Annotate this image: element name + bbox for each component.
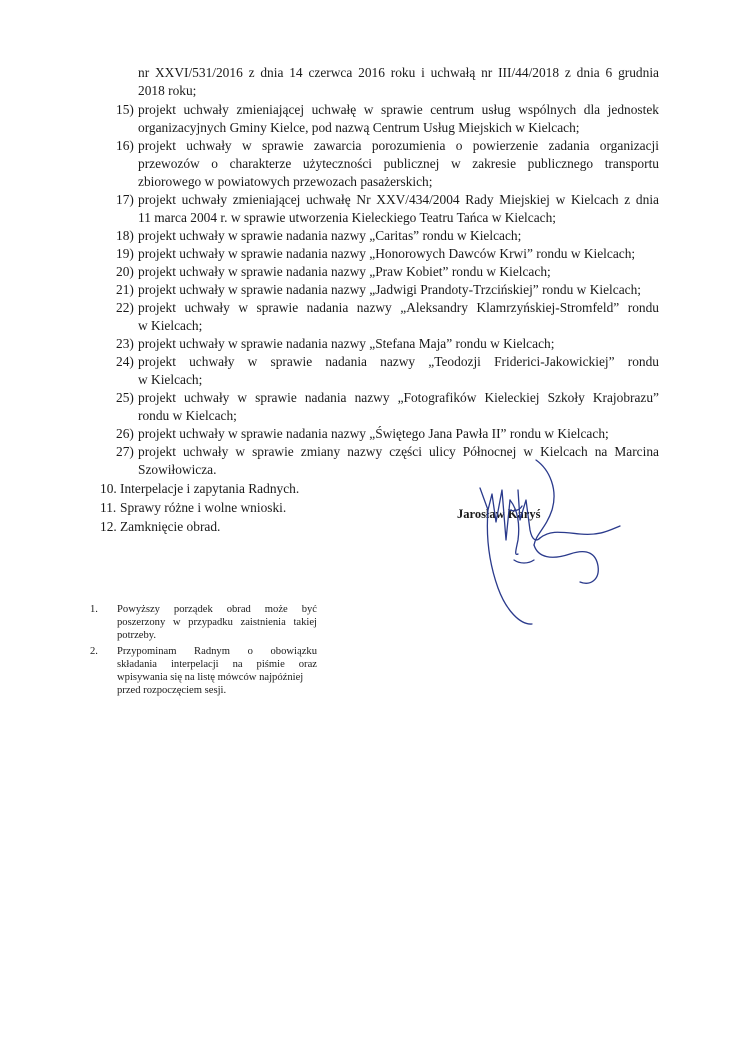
item-line: Szowiłowicza.: [138, 462, 217, 477]
item-number: 16): [116, 138, 134, 153]
footnote-line: potrzeby.: [117, 630, 157, 641]
item-number: 18): [116, 228, 134, 243]
footnote-number: 2.: [90, 646, 98, 657]
continuation-line: 2018 roku;: [138, 83, 197, 98]
main-item-text: Sprawy różne i wolne wnioski.: [120, 500, 287, 515]
signatory-name: Jarosław Karyś: [457, 507, 541, 521]
item-line: projekt uchwały w sprawie nadania nazwy „Honorowych Dawców Krwi” rondu w Kielcach;: [138, 246, 636, 261]
item-number: 27): [116, 444, 134, 459]
item-line: projekt uchwały w sprawie nadania nazwy „Aleksandry Klamrzyńskiej-Stromfeld” rondu: [138, 300, 659, 315]
footnote-line: składania interpelacji na piśmie oraz: [117, 659, 317, 670]
item-line: projekt uchwały w sprawie nadania nazwy „Świętego Jana Pawła II” rondu w Kielcach;: [138, 426, 609, 441]
footnote-line: Powyższy porządek obrad może być: [117, 604, 317, 615]
item-number: 20): [116, 264, 134, 279]
item-line: przewozów o charakterze użyteczności publicznej w zakresie publicznego transportu: [138, 156, 659, 171]
footnote-line: poszerzony w przypadku zaistnienia takiej: [117, 617, 317, 628]
item-line: projekt uchwały zmieniającej uchwałę Nr XXV/434/2004 Rady Miejskiej w Kielcach z dnia: [138, 192, 659, 207]
main-item-text: Interpelacje i zapytania Radnych.: [120, 481, 300, 496]
main-item-number: 11.: [100, 500, 117, 515]
item-line: zbiorowego w powiatowych przewozach pasażerskich;: [138, 174, 433, 189]
item-line: projekt uchwały w sprawie zmiany nazwy części ulicy Północnej w Kielcach na Marcina: [138, 444, 659, 459]
item-number: 26): [116, 426, 134, 441]
item-number: 19): [116, 246, 134, 261]
item-line: projekt uchwały zmieniającej uchwałę w sprawie centrum usług wspólnych dla jednostek: [138, 102, 659, 117]
item-line: 11 marca 2004 r. w sprawie utworzenia Kieleckiego Teatru Tańca w Kielcach;: [138, 210, 557, 225]
continuation-line: nr XXVI/531/2016 z dnia 14 czerwca 2016 roku i uchwałą nr III/44/2018 z dnia 6 grudnia: [138, 65, 659, 80]
item-line: organizacyjnych Gminy Kielce, pod nazwą Centrum Usług Miejskich w Kielcach;: [138, 120, 580, 135]
item-number: 25): [116, 390, 134, 405]
main-item-number: 10.: [100, 481, 117, 496]
item-line: projekt uchwały w sprawie nadania nazwy „Teodozji Friderici-Jakowickiej” rondu: [138, 354, 659, 369]
item-line: w Kielcach;: [138, 318, 203, 333]
footnote-line: wpisywania się na listę mówców najpóźniej: [117, 672, 304, 683]
item-line: projekt uchwały w sprawie zawarcia porozumienia o powierzenie zadania organizacji: [138, 138, 659, 153]
item-line: rondu w Kielcach;: [138, 408, 237, 423]
item-number: 23): [116, 336, 134, 351]
footnote-number: 1.: [90, 604, 98, 615]
main-item-text: Zamknięcie obrad.: [120, 519, 221, 534]
handwritten-signature: [440, 450, 630, 630]
main-item-number: 12.: [100, 519, 117, 534]
item-line: projekt uchwały w sprawie nadania nazwy „Praw Kobiet” rondu w Kielcach;: [138, 264, 551, 279]
item-number: 22): [116, 300, 134, 315]
item-line: w Kielcach;: [138, 372, 203, 387]
footnote-line: Przypominam Radnym o obowiązku: [117, 646, 317, 657]
item-line: projekt uchwały w sprawie nadania nazwy „Stefana Maja” rondu w Kielcach;: [138, 336, 555, 351]
item-number: 24): [116, 354, 134, 369]
item-number: 21): [116, 282, 134, 297]
item-line: projekt uchwały w sprawie nadania nazwy „Caritas” rondu w Kielcach;: [138, 228, 522, 243]
item-number: 17): [116, 192, 134, 207]
item-number: 15): [116, 102, 134, 117]
item-line: projekt uchwały w sprawie nadania nazwy „Fotografików Kieleckiej Szkoły Krajobrazu”: [138, 390, 659, 405]
footnote-line: przed rozpoczęciem sesji.: [117, 685, 227, 696]
item-line: projekt uchwały w sprawie nadania nazwy „Jadwigi Prandoty-Trzcińskiej” rondu w Kielcach;: [138, 282, 641, 297]
